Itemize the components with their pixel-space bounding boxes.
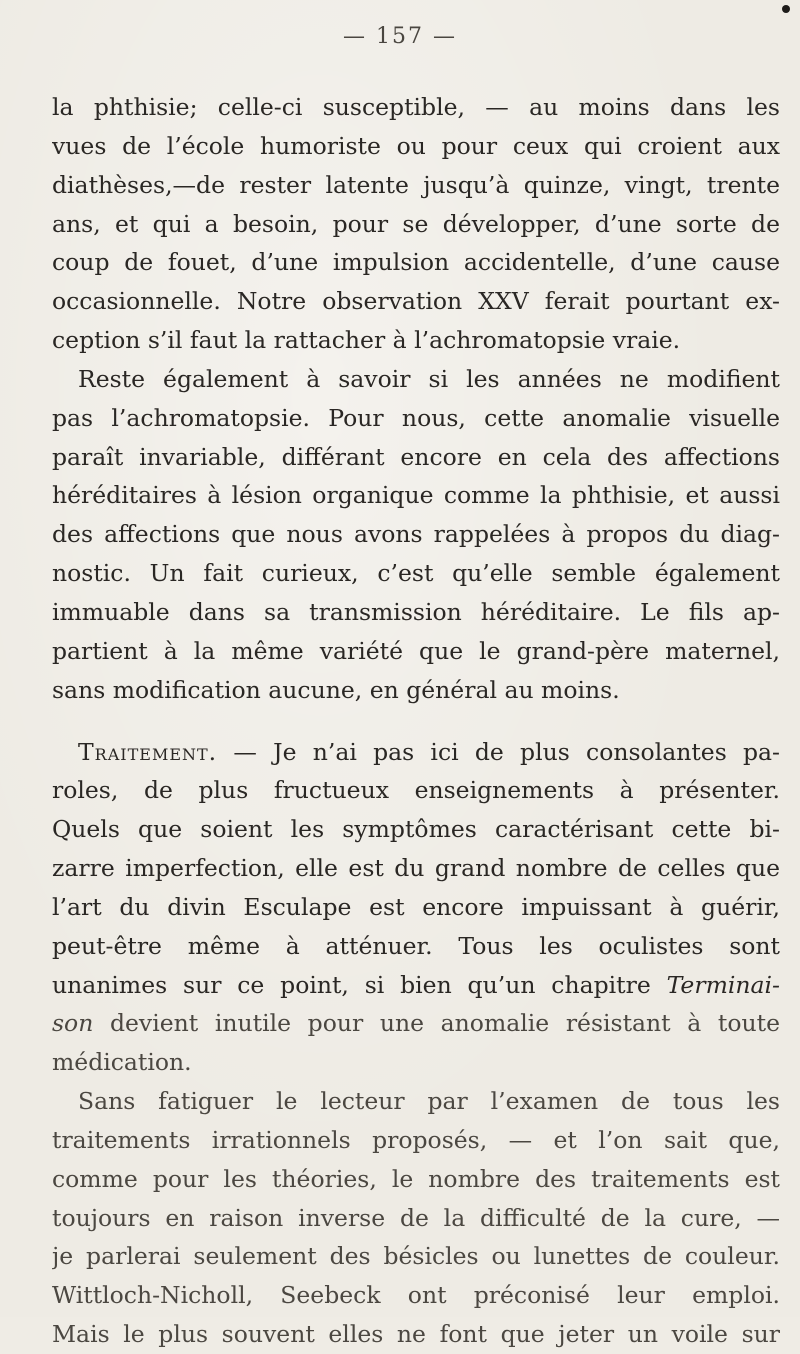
paragraph-4 [52, 1082, 780, 1354]
text-line: zarre imperfection, elle est du grand nombre de celles que [52, 854, 780, 883]
text-line: traitements irrationnels proposés, — et l’on sait que, [52, 1125, 780, 1154]
text-line: la phthisie; celle-ci susceptible, — au moins dans les [52, 93, 780, 121]
section-heading: Traitement. [78, 737, 218, 766]
text-line [52, 733, 780, 772]
text-line: paraît invariable, différant encore en cela des affections [52, 442, 780, 471]
text-line: peut-être même à atténuer. Tous les oculistes sont [52, 931, 780, 960]
text-line: comme pour les théories, le nombre des traitements est [52, 1164, 780, 1193]
text-line: Wittloch-Nicholl, Seebeck ont préconisé leur emploi. [52, 1281, 780, 1310]
italic-word: Terminai- [666, 970, 780, 999]
text-line: sans modification aucune, en général au moins. [52, 675, 620, 704]
text-line: occasionnelle. Notre observation XXV ferait pourtant ex- [52, 287, 780, 316]
text-line: Quels que soient les symptômes caractérisant cette bi- [52, 815, 780, 844]
text-line: partient à la même variété que le grand-père maternel, [52, 636, 780, 665]
text-run: unanimes sur ce point, si bien qu’un chapitre [52, 970, 651, 999]
paragraph-2 [52, 360, 780, 710]
text-line: héréditaires à lésion organique comme la phthisie, et aussi [52, 481, 780, 510]
text-line: ans, et qui a besoin, pour se développer, d’une sorte de [52, 209, 780, 238]
text-line: toujours en raison inverse de la difficulté de la cure, — [52, 1203, 780, 1232]
text-line: diathèses,—de rester latente jusqu’à quinze, vingt, trente [52, 170, 780, 199]
text-line: nostic. Un fait curieux, c’est qu’elle semble également [52, 559, 780, 588]
text-line: des affections que nous avons rappelées à propos du diag- [52, 520, 780, 549]
text-line: pas l’achromatopsie. Pour nous, cette anomalie visuelle [52, 403, 780, 432]
text-run: devient inutile pour une anomalie résistant à toute [109, 1009, 780, 1038]
text-line: Reste également à savoir si les années ne modifient [78, 364, 780, 393]
italic-word: son [52, 1009, 94, 1038]
body-text [52, 88, 780, 1354]
text-line: l’art du divin Esculape est encore impuissant à guérir, [52, 892, 780, 921]
text-line: coup de fouet, d’une impulsion accidentelle, d’une cause [52, 248, 780, 277]
paragraph-gap [52, 710, 780, 733]
text-line: immuable dans sa transmission héréditaire. Le fils ap- [52, 597, 780, 626]
text-line: vues de l’école humoriste ou pour ceux qui croient aux [52, 131, 780, 160]
text-line: ception s’il faut la rattacher à l’achromatopsie vraie. [52, 326, 681, 355]
paragraph-1 [52, 88, 780, 360]
text-line: roles, de plus fructueux enseignements à présenter. [52, 776, 780, 805]
page-number: — 157 — [343, 24, 457, 49]
text-line: je parlerai seulement des bésicles ou lunettes de couleur. [52, 1242, 780, 1271]
ink-speck [782, 5, 790, 13]
text-line [52, 1004, 780, 1043]
text-line [52, 966, 780, 1005]
paragraph-3 [52, 733, 780, 1083]
text-run: — Je n’ai pas ici de plus consolantes pa- [233, 737, 780, 766]
text-line: Mais le plus souvent elles ne font que jeter un voile sur [52, 1320, 780, 1349]
text-line: Sans fatiguer le lecteur par l’examen de tous les [78, 1087, 780, 1116]
text-line: médication. [52, 1048, 192, 1077]
